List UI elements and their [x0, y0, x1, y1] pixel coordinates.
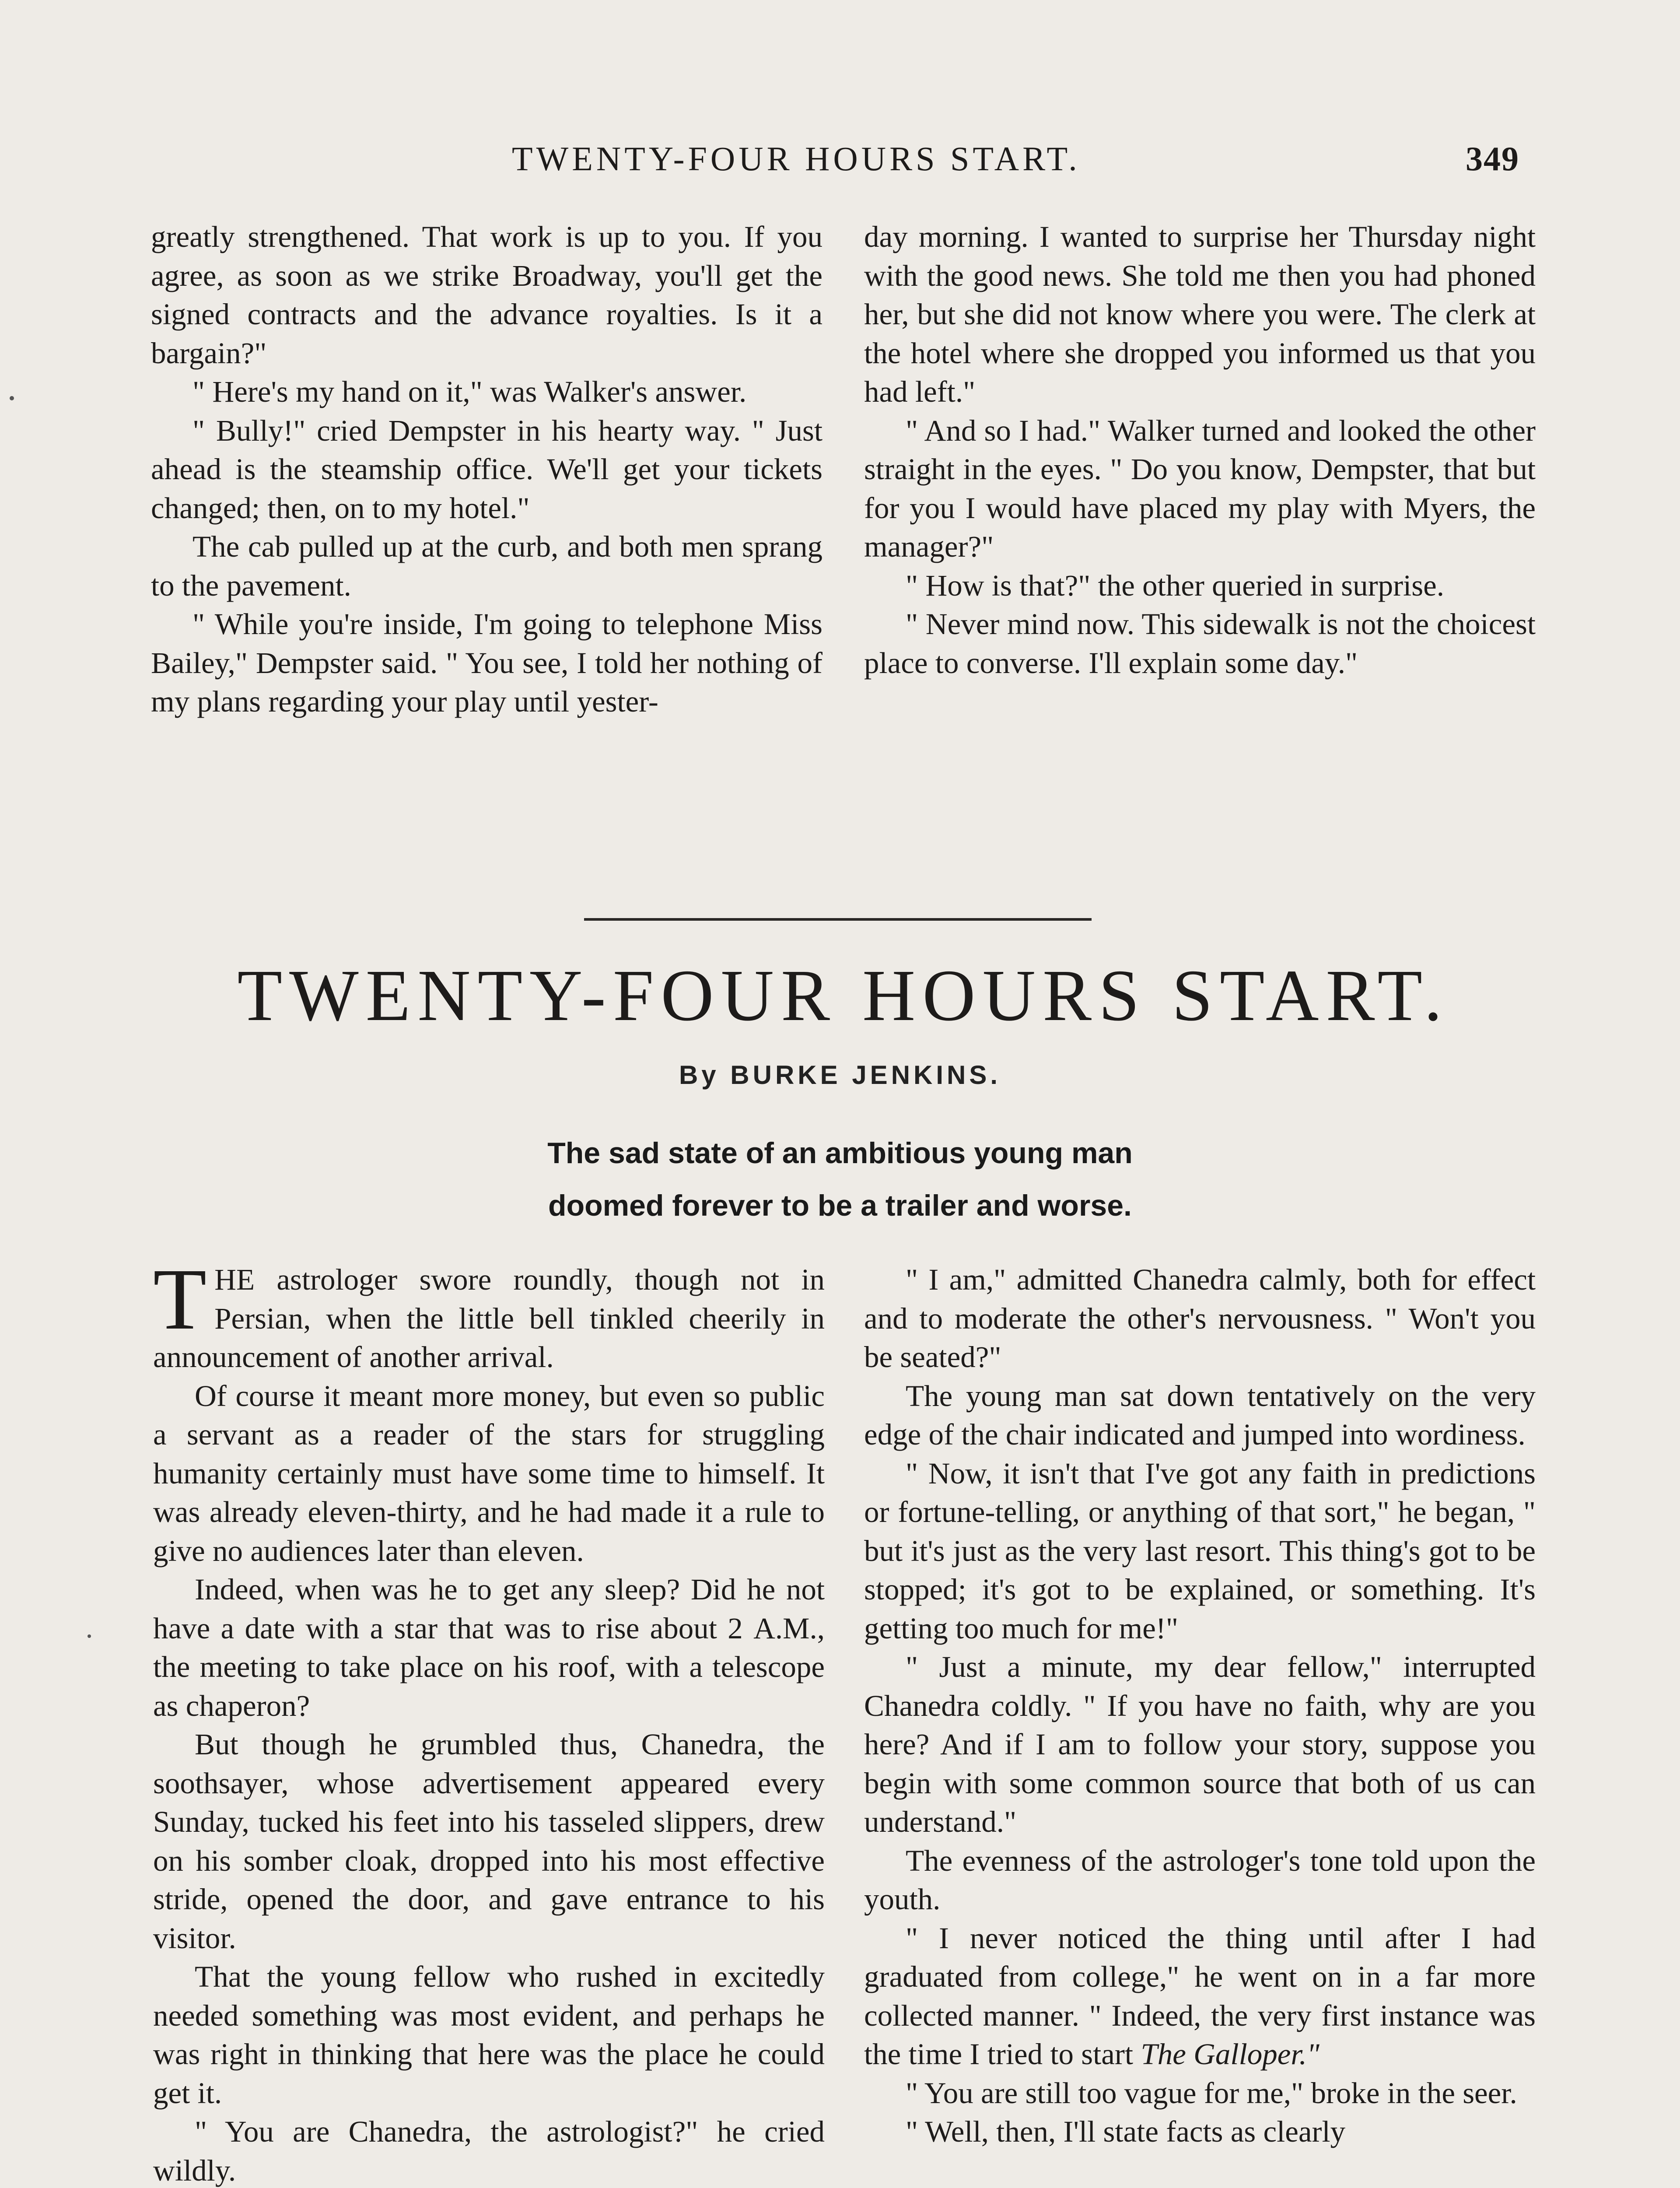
prev-story-left-column: [151, 217, 822, 721]
prev-story-right-column: [864, 217, 1536, 682]
paragraph: [864, 1919, 1536, 2074]
paragraph: day morning. I wanted to surprise her Thursday night with the good news. She told me then you had phoned her, but she did not know where you were. The clerk at the hotel where she dropped you informed us that you had left.": [864, 220, 1536, 408]
paragraph: " And so I had." Walker turned and looked the other straight in the eyes. " Do you know, Dempster, that but for you I would have placed my play with Myers, the manager?": [864, 414, 1536, 563]
paragraph: That the young fellow who rushed in excitedly needed something was most evident, and perhaps he was right in thinking that here was the place he could get it.: [153, 1960, 825, 2110]
paragraph: " You are still too vague for me," broke in the seer.: [906, 2076, 1517, 2110]
paragraph: " Here's my hand on it," was Walker's answer.: [192, 375, 747, 408]
paragraph: " Well, then, I'll state facts as clearly: [906, 2115, 1346, 2148]
paragraph: greatly strengthened. That work is up to you. If you agree, as soon as we strike Broadway, you'll get the signed contracts and the advance royalties. Is it a bargain?": [151, 220, 822, 370]
story-deck: [0, 1127, 1680, 1232]
story-title: TWENTY-FOUR HOURS START.: [237, 955, 1449, 1036]
paragraph: The evenness of the astrologer's tone told upon the youth.: [864, 1844, 1536, 1916]
deck-line: doomed forever to be a trailer and worse.: [548, 1189, 1132, 1222]
running-head: [0, 139, 1680, 179]
running-title: TWENTY-FOUR HOURS START.: [512, 140, 1081, 178]
paragraph-text: Indeed, when was he to get any sleep? Did he not have a date with a star that was to rise about 2: [153, 1573, 825, 1645]
play-title: The Galloper.": [1141, 2037, 1320, 2071]
print-speck: [88, 1634, 91, 1638]
story-right-column: [864, 1260, 1536, 2151]
paragraph: [153, 1570, 825, 1725]
paragraph-text: , the meeting to take place on his roof, with a telescope as chaperon?: [153, 1611, 825, 1722]
paragraph: " Never mind now. This sidewalk is not the choicest place to converse. I'll explain some day.": [864, 607, 1536, 680]
drop-cap: T: [153, 1251, 207, 1348]
paragraph: Of course it meant more money, but even so public a servant as a reader of the stars for struggling humanity certainly must have some time to himself. It was already eleven-thirty, and he had made it a rule to give no audiences later than eleven.: [153, 1379, 825, 1567]
paragraph: " How is that?" the other queried in surprise.: [906, 568, 1444, 602]
section-divider: [584, 918, 1092, 921]
paragraph: " Just a minute, my dear fellow," interrupted Chanedra coldly. " If you have no faith, why are you here? And if I am to follow your story, suppose you begin with some common source that both of us can understand.": [864, 1650, 1536, 1838]
paragraph-text: HE astrologer swore roundly, though not in Persian, when the little bell tinkled cheerily in announcement of another arrival.: [153, 1263, 825, 1374]
paragraph: " While you're inside, I'm going to telephone Miss Bailey," Dempster said. " You see, I told her nothing of my plans regarding your play until yester-: [151, 607, 822, 718]
paragraph: The young man sat down tentatively on the very edge of the chair indicated and jumped into wordiness.: [864, 1379, 1536, 1451]
byline: By BURKE JENKINS.: [679, 1060, 1001, 1090]
paragraph: " You are Chanedra, the astrologist?" he cried wildly.: [153, 2115, 825, 2187]
print-speck: [10, 396, 14, 400]
paragraph: " Bully!" cried Dempster in his hearty way. " Just ahead is the steamship office. We'll get your tickets changed; then, on to my hotel.": [151, 414, 822, 525]
time-abbrev: A.M.: [753, 1611, 817, 1645]
deck-line: The sad state of an ambitious young man: [547, 1136, 1133, 1170]
paragraph: " Now, it isn't that I've got any faith in predictions or fortune-telling, or anything of that sort," he began, " but it's just as the very last resort. This thing's got to be stopped; it's got to be explained, or something. It's getting too much for me!": [864, 1456, 1536, 1645]
story-left-column: [153, 1251, 825, 2188]
paragraph: But though he grumbled thus, Chanedra, the soothsayer, whose advertisement appeared every Sunday, tucked his feet into his tasseled slippers, drew on his somber cloak, dropped into his most effective stride, opened the door, and gave entrance to his visitor.: [153, 1728, 825, 1955]
page-number: 349: [1466, 140, 1519, 178]
paragraph: " I am," admitted Chanedra calmly, both for effect and to moderate the other's nervousness. " Won't you be seated?": [864, 1263, 1536, 1374]
opening-paragraph: [153, 1251, 825, 1377]
paragraph: The cab pulled up at the curb, and both men sprang to the pavement.: [151, 530, 822, 602]
paragraph-text: " I never noticed the thing until after I had graduated from college," he went on in a far more collected manner. " Indeed, the very first instance was the time I tried to start: [864, 1921, 1536, 2071]
